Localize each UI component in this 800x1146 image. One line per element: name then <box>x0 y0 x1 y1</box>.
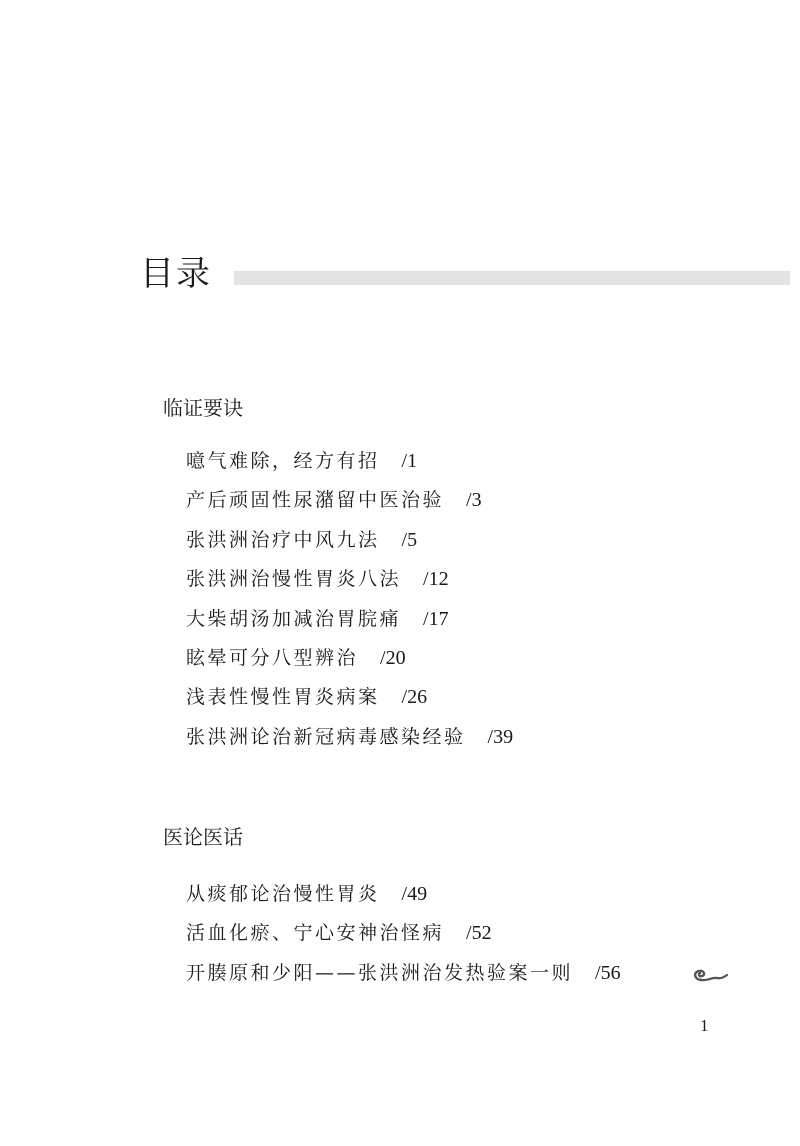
toc-entry[interactable] <box>186 560 513 599</box>
entry-title: 从痰郁论治慢性胃炎 <box>186 883 380 905</box>
entry-title: 产后顽固性尿潴留中医治验 <box>186 489 445 512</box>
toc-entry[interactable] <box>186 481 513 520</box>
entry-title: 开腠原和少阳——张洪洲治发热验案一则 <box>186 961 574 984</box>
entry-title: 噫气难除，经方有招 <box>186 450 380 472</box>
entry-page: /52 <box>466 922 492 945</box>
entry-list <box>186 442 513 757</box>
page-number: 1 <box>700 1016 709 1035</box>
entry-list <box>186 875 621 993</box>
entry-title: 张洪洲论治新冠病毒感染经验 <box>186 725 466 748</box>
toc-entry[interactable] <box>186 718 513 757</box>
entry-page: /1 <box>401 450 418 472</box>
toc-entry[interactable] <box>186 678 513 717</box>
entry-page: /17 <box>423 607 449 630</box>
section-heading: 临证要诀 <box>163 396 243 420</box>
toc-entry[interactable] <box>186 442 513 481</box>
entry-page: /20 <box>380 646 406 669</box>
entry-page: /5 <box>401 528 418 551</box>
toc-entry[interactable] <box>186 600 513 639</box>
entry-page: /26 <box>401 686 428 709</box>
entry-page: /39 <box>487 725 514 748</box>
entry-title: 眩晕可分八型辨治 <box>186 646 359 669</box>
toc-entry[interactable] <box>186 521 513 560</box>
entry-title: 浅表性慢性胃炎病案 <box>186 686 380 709</box>
entry-page: /49 <box>401 883 428 905</box>
entry-title: 活血化瘀、宁心安神治怪病 <box>186 922 445 945</box>
entry-title: 大柴胡汤加减治胃脘痛 <box>186 607 402 630</box>
cloud-scroll-icon <box>690 966 730 988</box>
entry-page: /56 <box>595 961 621 984</box>
toc-entry[interactable] <box>186 954 621 993</box>
section-heading: 医论医话 <box>163 825 243 849</box>
toc-entry[interactable] <box>186 914 621 953</box>
toc-entry[interactable] <box>186 639 513 678</box>
entry-page: /12 <box>423 568 449 591</box>
title-bar <box>234 271 790 285</box>
entry-title: 张洪洲治慢性胃炎八法 <box>186 568 402 591</box>
toc-entry[interactable] <box>186 875 621 914</box>
entry-title: 张洪洲治疗中风九法 <box>186 528 380 551</box>
page-title: 目录 <box>140 254 212 294</box>
entry-page: /3 <box>466 489 482 512</box>
